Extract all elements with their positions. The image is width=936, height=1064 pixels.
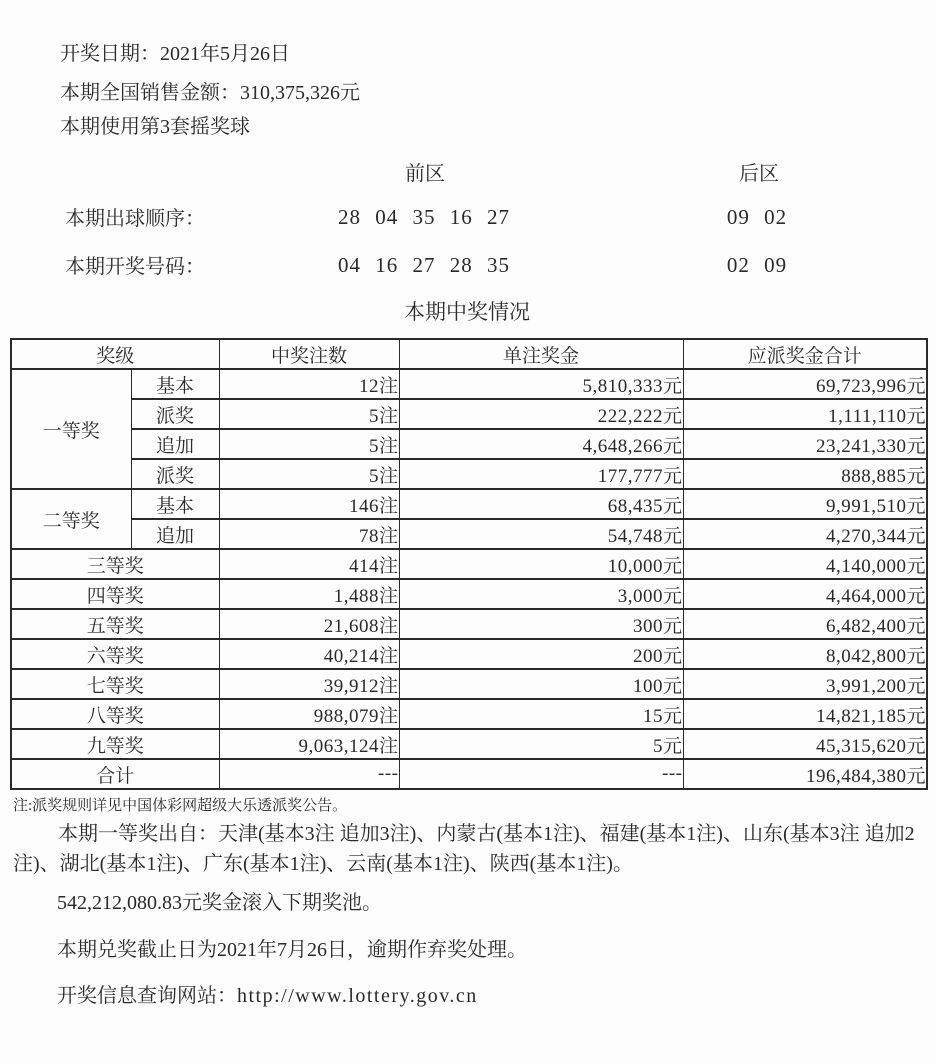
count-cell: 40,214注 xyxy=(219,639,399,669)
table-row xyxy=(11,399,927,429)
prize-group-cell: 二等奖 xyxy=(11,489,131,549)
single-prize-cell: 5,810,333元 xyxy=(399,369,683,399)
table-row xyxy=(11,579,927,609)
prize-level-cell: 九等奖 xyxy=(11,729,219,759)
count-cell: 1,488注 xyxy=(219,579,399,609)
back-zone-label: 后区 xyxy=(739,163,779,185)
count-cell: 5注 xyxy=(219,459,399,489)
draw-date-line: 开奖日期：2021年5月26日 xyxy=(60,43,290,65)
total-prize-cell: 9,991,510元 xyxy=(683,489,927,519)
total-prize-cell: 14,821,185元 xyxy=(683,699,927,729)
single-prize-cell: --- xyxy=(399,759,683,789)
single-prize-cell: 3,000元 xyxy=(399,579,683,609)
total-prize-cell: 4,270,344元 xyxy=(683,519,927,549)
first-prize-origin-paragraph: 本期一等奖出自：天津(基本3注 追加3注)、内蒙古(基本1注)、福建(基本1注)、山东(基本3注 追加2注)、湖北(基本1注)、广东(基本1注)、云南(基本1注)、陕西(基本1注)。 xyxy=(13,823,915,875)
ball-set-line: 本期使用第3套摇奖球 xyxy=(60,116,250,138)
single-prize-cell: 300元 xyxy=(399,609,683,639)
single-prize-cell: 100元 xyxy=(399,669,683,699)
prize-sub-cell: 派奖 xyxy=(131,399,219,429)
prize-group-cell: 一等奖 xyxy=(11,369,131,489)
table-row xyxy=(11,519,927,549)
table-row xyxy=(11,729,927,759)
prize-level-cell: 六等奖 xyxy=(11,639,219,669)
prize-level-cell: 合计 xyxy=(11,759,219,789)
table-row xyxy=(11,459,927,489)
table-row xyxy=(11,369,927,399)
winning-numbers-label: 本期开奖号码： xyxy=(65,256,205,278)
table-row xyxy=(11,699,927,729)
prize-sub-cell: 基本 xyxy=(131,489,219,519)
count-cell: --- xyxy=(219,759,399,789)
table-row xyxy=(11,489,927,519)
winning-numbers-back: 02 09 xyxy=(726,253,788,277)
total-prize-cell: 4,464,000元 xyxy=(683,579,927,609)
count-cell: 39,912注 xyxy=(219,669,399,699)
single-prize-cell: 222,222元 xyxy=(399,399,683,429)
single-prize-cell: 10,000元 xyxy=(399,549,683,579)
table-header-row xyxy=(11,339,927,369)
rollover-line: 542,212,080.83元奖金滚入下期奖池。 xyxy=(57,892,382,914)
count-cell: 9,063,124注 xyxy=(219,729,399,759)
single-prize-cell: 15元 xyxy=(399,699,683,729)
count-cell: 5注 xyxy=(219,399,399,429)
redeem-deadline-line: 本期兑奖截止日为2021年7月26日，逾期作弃奖处理。 xyxy=(57,939,527,961)
prize-sub-cell: 派奖 xyxy=(131,459,219,489)
col-header-single-prize: 单注奖金 xyxy=(399,339,683,369)
total-prize-cell: 4,140,000元 xyxy=(683,549,927,579)
prize-level-cell: 八等奖 xyxy=(11,699,219,729)
single-prize-cell: 4,648,266元 xyxy=(399,429,683,459)
prize-level-cell: 四等奖 xyxy=(11,579,219,609)
table-row xyxy=(11,429,927,459)
single-prize-cell: 177,777元 xyxy=(399,459,683,489)
prize-level-cell: 五等奖 xyxy=(11,609,219,639)
count-cell: 414注 xyxy=(219,549,399,579)
prize-level-cell: 七等奖 xyxy=(11,669,219,699)
website-label: 开奖信息查询网站： xyxy=(57,985,237,1007)
count-cell: 78注 xyxy=(219,519,399,549)
prize-sub-cell: 基本 xyxy=(131,369,219,399)
table-row xyxy=(11,669,927,699)
table-row xyxy=(11,639,927,669)
prize-level-cell: 三等奖 xyxy=(11,549,219,579)
prize-table xyxy=(10,338,928,790)
total-prize-cell: 1,111,110元 xyxy=(683,399,927,429)
col-header-count: 中奖注数 xyxy=(219,339,399,369)
count-cell: 988,079注 xyxy=(219,699,399,729)
col-header-total-prize: 应派奖金合计 xyxy=(683,339,927,369)
prize-table-title: 本期中奖情况 xyxy=(404,300,530,324)
col-header-level: 奖级 xyxy=(11,339,219,369)
website-url[interactable]: http://www.lottery.gov.cn xyxy=(237,985,478,1007)
draw-order-front-numbers: 28 04 35 16 27 xyxy=(338,205,510,229)
count-cell: 146注 xyxy=(219,489,399,519)
count-cell: 21,608注 xyxy=(219,609,399,639)
total-prize-cell: 196,484,380元 xyxy=(683,759,927,789)
table-row xyxy=(11,609,927,639)
total-prize-cell: 6,482,400元 xyxy=(683,609,927,639)
count-cell: 12注 xyxy=(219,369,399,399)
single-prize-cell: 54,748元 xyxy=(399,519,683,549)
rule-note: 注:派奖规则详见中国体彩网超级大乐透派奖公告。 xyxy=(13,798,348,814)
website-line xyxy=(57,984,478,1008)
total-prize-cell: 69,723,996元 xyxy=(683,369,927,399)
front-zone-label: 前区 xyxy=(405,163,445,185)
winning-numbers-front: 04 16 27 28 35 xyxy=(338,253,510,277)
prize-sub-cell: 追加 xyxy=(131,429,219,459)
table-row-total xyxy=(11,759,927,789)
total-prize-cell: 8,042,800元 xyxy=(683,639,927,669)
draw-order-label: 本期出球顺序： xyxy=(65,208,205,230)
total-prize-cell: 23,241,330元 xyxy=(683,429,927,459)
total-prize-cell: 3,991,200元 xyxy=(683,669,927,699)
table-row xyxy=(11,549,927,579)
total-prize-cell: 888,885元 xyxy=(683,459,927,489)
prize-sub-cell: 追加 xyxy=(131,519,219,549)
single-prize-cell: 200元 xyxy=(399,639,683,669)
draw-order-back-numbers: 09 02 xyxy=(726,205,788,229)
total-prize-cell: 45,315,620元 xyxy=(683,729,927,759)
single-prize-cell: 5元 xyxy=(399,729,683,759)
count-cell: 5注 xyxy=(219,429,399,459)
single-prize-cell: 68,435元 xyxy=(399,489,683,519)
sales-amount-line: 本期全国销售金额：310,375,326元 xyxy=(60,82,360,104)
